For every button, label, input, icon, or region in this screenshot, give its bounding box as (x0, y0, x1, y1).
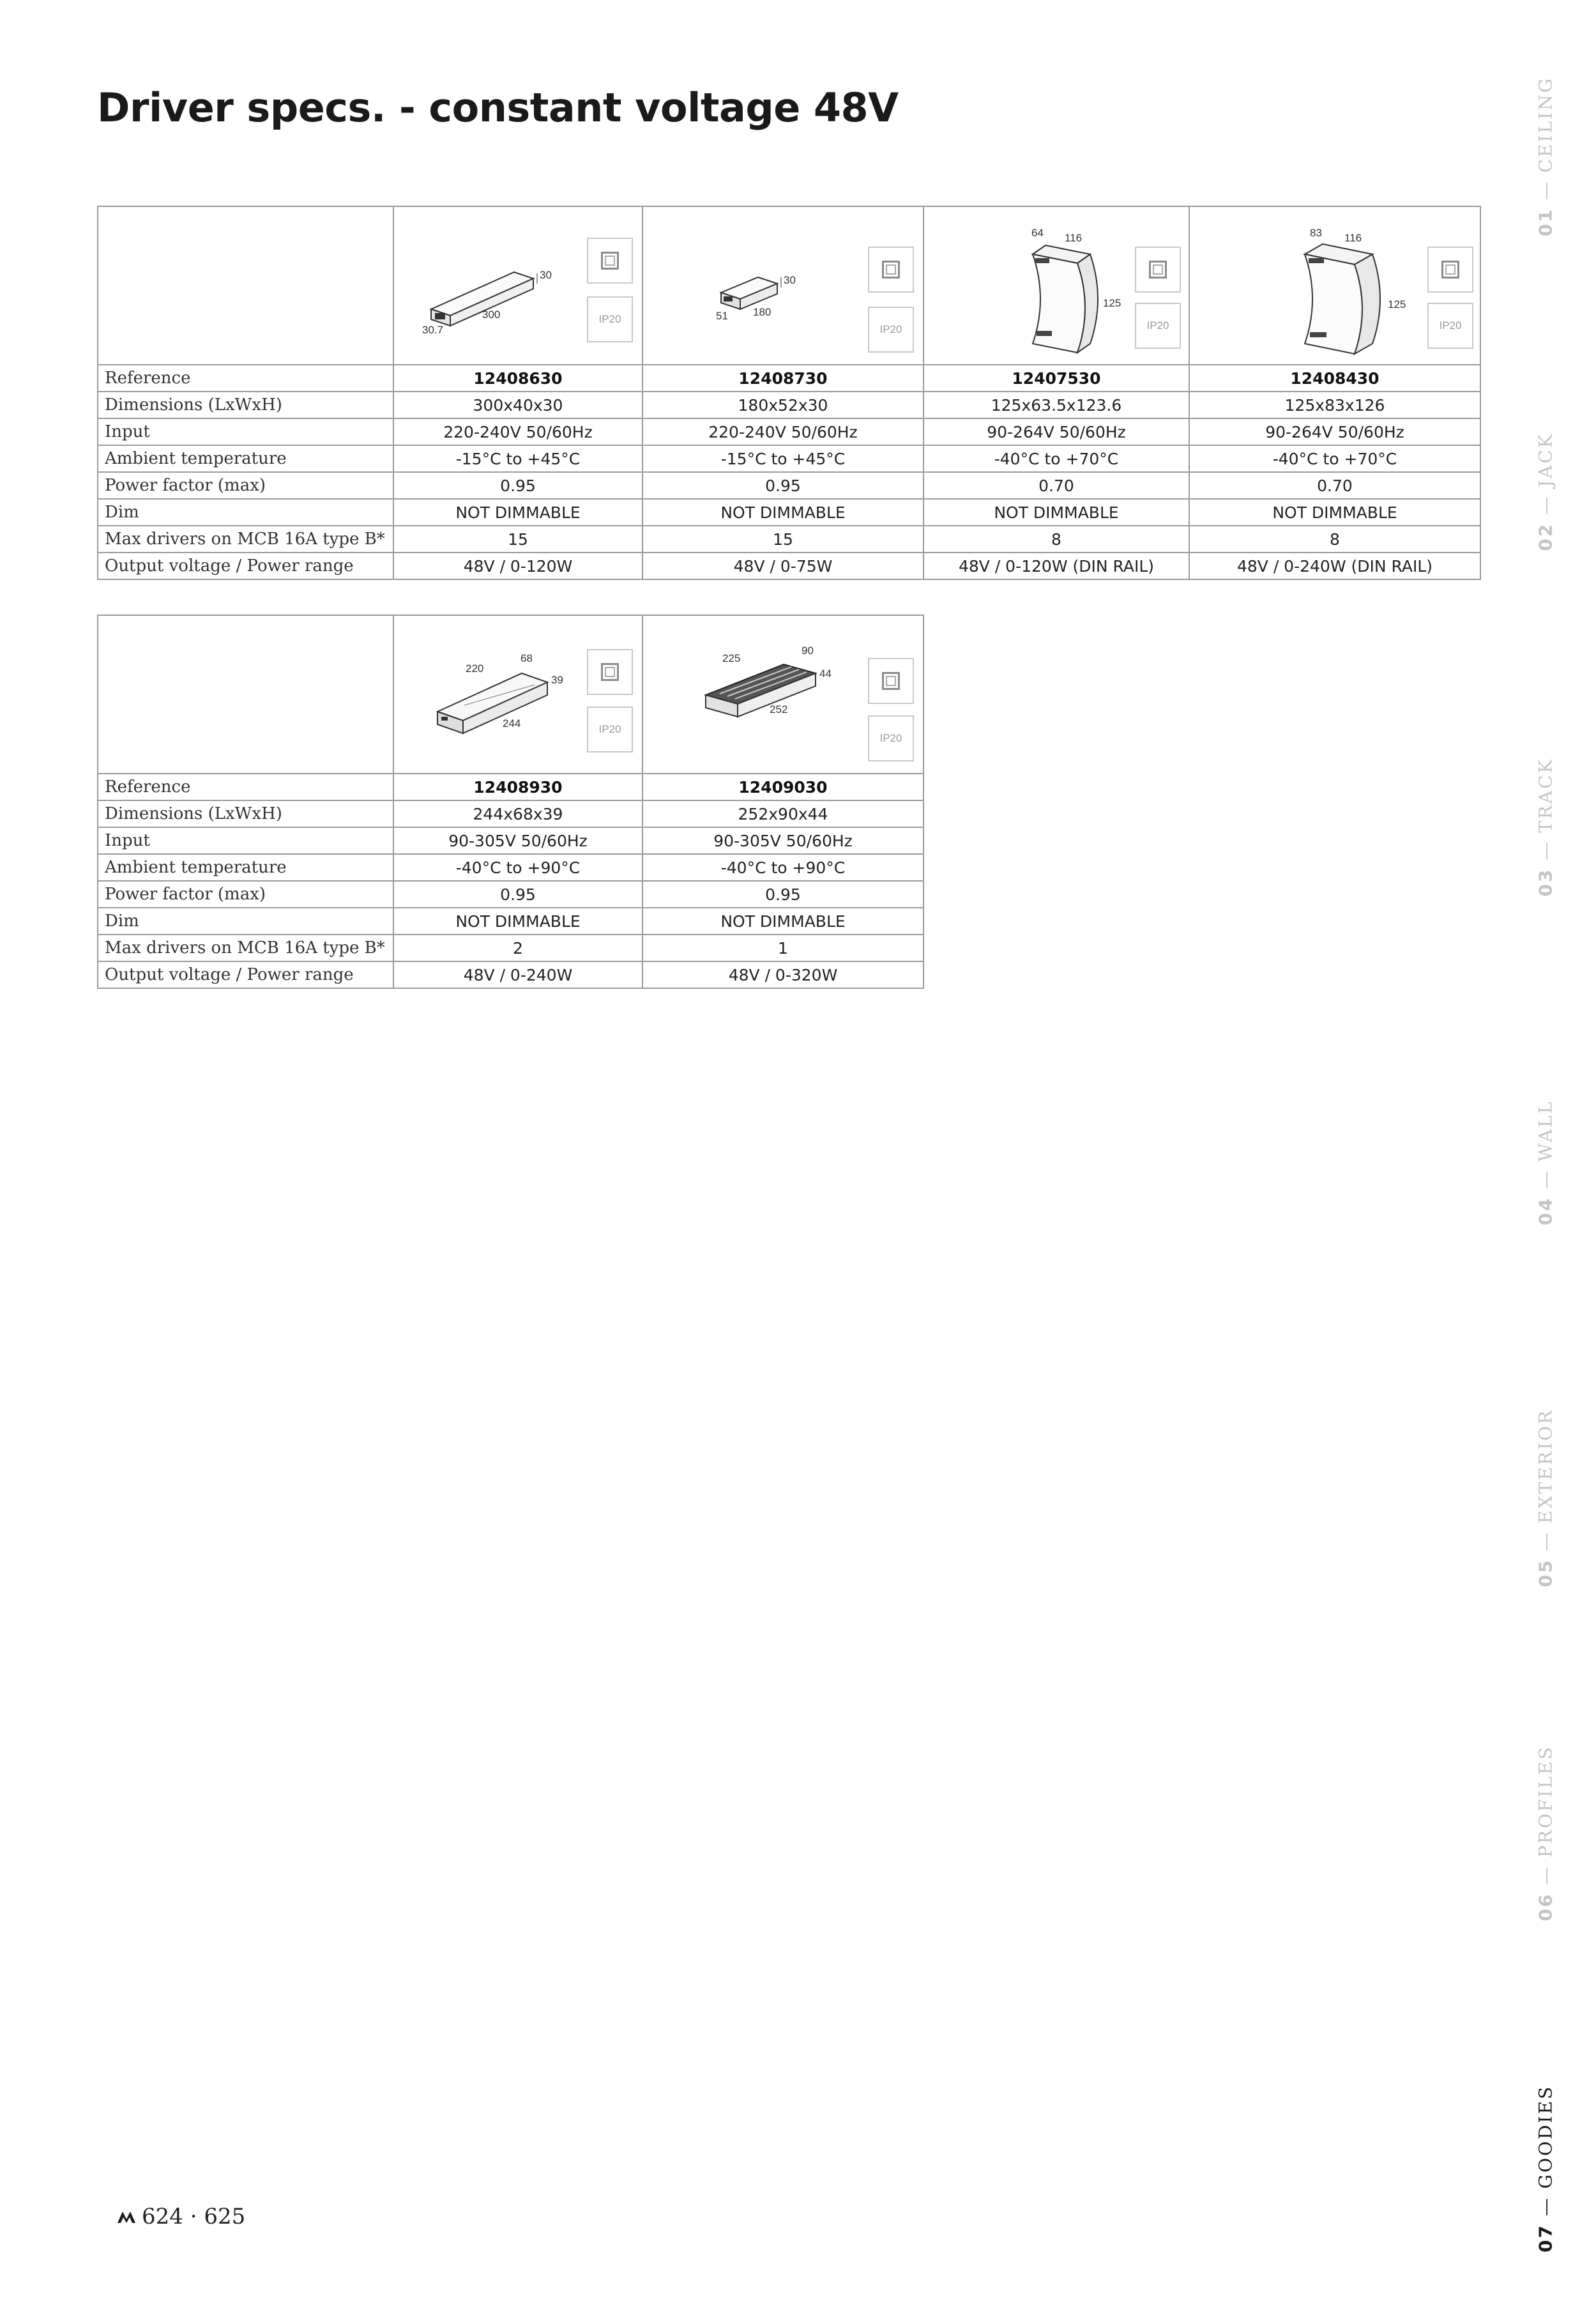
row-input (98, 827, 923, 854)
power-factor-cell: 0.95 (393, 472, 642, 499)
max-drivers-cell: 8 (1189, 526, 1480, 553)
nav-label: — GOODIES (1535, 2084, 1556, 2217)
ambient-cell: -40°C to +70°C (923, 445, 1189, 472)
output-cell: 48V / 0-240W (393, 961, 642, 988)
row-max-drivers (98, 526, 1480, 553)
reference-cell: 12408430 (1189, 365, 1480, 392)
ambient-cell: -40°C to +90°C (393, 854, 642, 881)
dim-cell: NOT DIMMABLE (393, 908, 642, 935)
product-image-cell (393, 206, 642, 365)
row-label: Dim (98, 908, 393, 935)
product-image-cell (642, 615, 923, 774)
dim-label: 39 (551, 674, 563, 686)
dim-label: 220 (466, 662, 484, 675)
dimensions-cell: 125x63.5x123.6 (923, 392, 1189, 418)
ambient-cell: -40°C to +70°C (1189, 445, 1480, 472)
dim-label: 51 (716, 310, 728, 322)
nav-number: 06 (1535, 1892, 1556, 1921)
row-output (98, 961, 923, 988)
reference-cell: 12408630 (393, 365, 642, 392)
row-label: Reference (98, 774, 393, 800)
product-image-cell (642, 206, 923, 365)
nav-label: — PROFILES (1535, 1745, 1556, 1885)
reference-cell: 12408930 (393, 774, 642, 800)
nav-label: — JACK (1535, 432, 1556, 515)
ip-rating-badge: IP20 (1427, 303, 1473, 349)
nav-number: 04 (1535, 1196, 1556, 1226)
row-label: Input (98, 418, 393, 445)
nav-number: 05 (1535, 1558, 1556, 1587)
page-numbers: 624 · 625 (142, 2204, 246, 2229)
dim-cell: NOT DIMMABLE (642, 499, 923, 526)
input-cell: 90-305V 50/60Hz (393, 827, 642, 854)
dim-label: 68 (521, 652, 533, 664)
product-image-cell (1189, 206, 1480, 365)
input-cell: 90-264V 50/60Hz (923, 418, 1189, 445)
row-label: Reference (98, 365, 393, 392)
nav-label: — EXTERIOR (1535, 1409, 1556, 1551)
dim-label: 125 (1103, 297, 1121, 309)
power-factor-cell: 0.95 (642, 881, 923, 908)
output-cell: 48V / 0-120W (DIN RAIL) (923, 553, 1189, 579)
output-cell: 48V / 0-120W (393, 553, 642, 579)
row-dim (98, 908, 923, 935)
side-nav-jack[interactable] (1523, 432, 1568, 551)
row-reference (98, 774, 923, 800)
indoor-use-icon (1135, 247, 1181, 293)
max-drivers-cell: 15 (642, 526, 923, 553)
nav-label: — WALL (1535, 1099, 1556, 1189)
dimensions-cell: 252x90x44 (642, 800, 923, 827)
row-label: Max drivers on MCB 16A type B* (98, 526, 393, 553)
row-dimensions (98, 800, 923, 827)
output-cell: 48V / 0-75W (642, 553, 923, 579)
reference-cell: 12409030 (642, 774, 923, 800)
input-cell: 90-264V 50/60Hz (1189, 418, 1480, 445)
product-images-row (98, 206, 1480, 365)
side-nav-goodies[interactable] (1523, 2084, 1568, 2253)
row-label: Max drivers on MCB 16A type B* (98, 935, 393, 961)
dim-label: 90 (802, 645, 814, 657)
output-cell: 48V / 0-240W (DIN RAIL) (1189, 553, 1480, 579)
reference-cell: 12407530 (923, 365, 1189, 392)
product-image-cell (923, 206, 1189, 365)
nav-number: 01 (1535, 208, 1556, 237)
output-cell: 48V / 0-320W (642, 961, 923, 988)
row-ambient-temperature (98, 445, 1480, 472)
row-label: Power factor (max) (98, 881, 393, 908)
dimensions-cell: 300x40x30 (393, 392, 642, 418)
dim-cell: NOT DIMMABLE (1189, 499, 1480, 526)
max-drivers-cell: 2 (393, 935, 642, 961)
driver-drawing-slim (418, 247, 552, 336)
row-input (98, 418, 1480, 445)
ambient-cell: -15°C to +45°C (393, 445, 642, 472)
dim-label: 300 (482, 309, 501, 321)
ip-rating-badge: IP20 (587, 296, 633, 342)
power-factor-cell: 0.95 (642, 472, 923, 499)
dimensions-cell: 180x52x30 (642, 392, 923, 418)
power-factor-cell: 0.70 (923, 472, 1189, 499)
max-drivers-cell: 1 (642, 935, 923, 961)
indoor-use-icon (1427, 247, 1473, 293)
dim-label: 252 (770, 703, 788, 715)
driver-drawing-finned (694, 641, 841, 731)
dim-label: 83 (1310, 227, 1322, 239)
row-label: Dim (98, 499, 393, 526)
nav-number: 03 (1535, 867, 1556, 897)
driver-drawing-compact (713, 257, 809, 321)
row-label: Dimensions (LxWxH) (98, 392, 393, 418)
side-nav-ceiling[interactable] (1523, 76, 1568, 237)
max-drivers-cell: 15 (393, 526, 642, 553)
ip-rating-badge: IP20 (1135, 303, 1181, 349)
dim-cell: NOT DIMMABLE (393, 499, 642, 526)
indoor-use-icon (868, 247, 914, 293)
dimensions-cell: 244x68x39 (393, 800, 642, 827)
input-cell: 90-305V 50/60Hz (642, 827, 923, 854)
row-label: Dimensions (LxWxH) (98, 800, 393, 827)
input-cell: 220-240V 50/60Hz (642, 418, 923, 445)
ip-rating-badge: IP20 (868, 307, 914, 353)
spec-table-2 (97, 615, 924, 989)
row-reference (98, 365, 1480, 392)
row-label: Output voltage / Power range (98, 553, 393, 579)
row-power-factor (98, 472, 1480, 499)
indoor-use-icon (587, 649, 633, 695)
max-drivers-cell: 8 (923, 526, 1189, 553)
product-image-cell (393, 615, 642, 774)
row-label: Ambient temperature (98, 445, 393, 472)
dimensions-cell: 125x83x126 (1189, 392, 1480, 418)
row-dimensions (98, 392, 1480, 418)
row-label: Input (98, 827, 393, 854)
page-footer (142, 2204, 245, 2229)
row-power-factor (98, 881, 923, 908)
indoor-use-icon (868, 658, 914, 704)
driver-drawing-long (426, 648, 566, 744)
spec-table-1 (97, 206, 1481, 580)
power-factor-cell: 0.70 (1189, 472, 1480, 499)
product-images-row (98, 615, 923, 774)
ip-rating-badge: IP20 (868, 715, 914, 761)
dim-label: 30 (540, 269, 552, 281)
dim-label: 125 (1388, 298, 1406, 310)
side-nav-profiles[interactable] (1523, 1745, 1568, 1921)
ambient-cell: -40°C to +90°C (642, 854, 923, 881)
brand-logo-icon (116, 2209, 137, 2224)
side-nav-exterior[interactable] (1523, 1409, 1568, 1587)
dim-label: 180 (753, 306, 771, 318)
din-rail-driver-drawing (1020, 222, 1129, 363)
ip-rating-badge: IP20 (587, 707, 633, 752)
dim-label: 116 (1344, 232, 1362, 244)
nav-number: 07 (1535, 2224, 1556, 2253)
side-nav-track[interactable] (1523, 758, 1568, 897)
reference-cell: 12408730 (642, 365, 923, 392)
empty-header-cell (98, 615, 393, 774)
dim-label: 30 (784, 274, 796, 286)
nav-number: 02 (1535, 522, 1556, 551)
dim-cell: NOT DIMMABLE (642, 908, 923, 935)
side-nav-wall[interactable] (1523, 1099, 1568, 1226)
empty-header-cell (98, 206, 393, 365)
dim-label: 116 (1065, 232, 1083, 244)
din-rail-driver-drawing (1292, 222, 1413, 363)
row-label: Output voltage / Power range (98, 961, 393, 988)
input-cell: 220-240V 50/60Hz (393, 418, 642, 445)
dim-label: 44 (819, 668, 832, 680)
dim-label: 30.7 (422, 324, 444, 336)
power-factor-cell: 0.95 (393, 881, 642, 908)
nav-label: — TRACK (1535, 758, 1556, 860)
ambient-cell: -15°C to +45°C (642, 445, 923, 472)
row-label: Power factor (max) (98, 472, 393, 499)
row-output (98, 553, 1480, 579)
row-max-drivers (98, 935, 923, 961)
indoor-use-icon (587, 238, 633, 284)
row-label: Ambient temperature (98, 854, 393, 881)
dim-label: 225 (722, 652, 741, 664)
row-dim (98, 499, 1480, 526)
row-ambient-temperature (98, 854, 923, 881)
nav-label: — CEILING (1535, 76, 1556, 201)
dim-label: 244 (503, 717, 521, 729)
dim-cell: NOT DIMMABLE (923, 499, 1189, 526)
dim-label: 64 (1031, 227, 1044, 239)
page-title: Driver specs. - constant voltage 48V (97, 84, 899, 131)
